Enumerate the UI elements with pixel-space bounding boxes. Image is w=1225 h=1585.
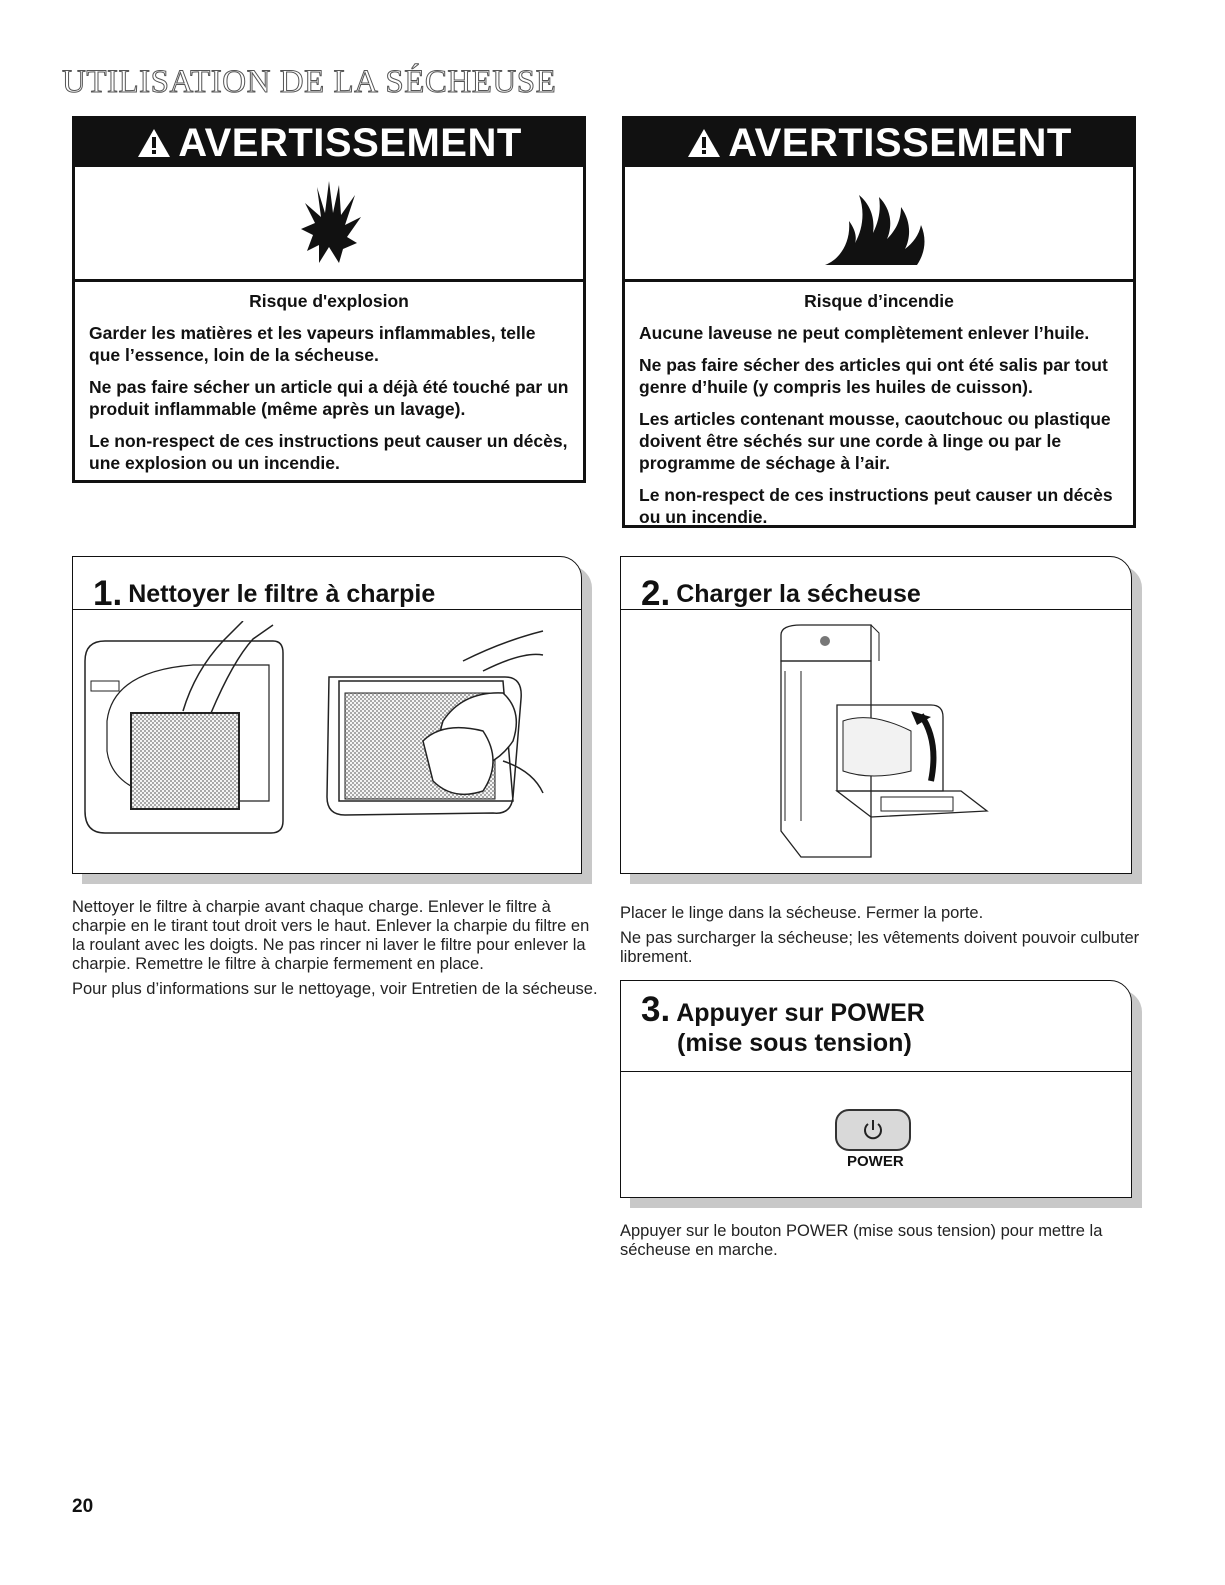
warning-triangle-icon <box>136 127 172 159</box>
explosion-icon <box>299 177 363 265</box>
warning-paragraph: Le non-respect de ces instructions peut causer un décès ou un incendie. <box>639 485 1113 527</box>
warning-triangle-icon <box>686 127 722 159</box>
power-icon <box>861 1118 885 1142</box>
step-3-caption: Appuyer sur le bouton POWER (mise sous tension) pour mettre la sécheuse en marche. <box>620 1222 1103 1259</box>
warning-fire <box>622 116 1136 528</box>
warning-paragraph: Garder les matières et les vapeurs inflammables, telle que l’essence, loin de la sécheuse. <box>89 323 536 365</box>
fire-icon-area <box>625 167 1133 282</box>
warning-paragraph: Aucune laveuse ne peut complètement enlever l’huile. <box>639 323 1090 343</box>
warning-paragraph: Les articles contenant mousse, caoutchouc ou plastique doivent être séchés sur une corde à linge ou par le programme de séchage à l’air. <box>639 409 1111 473</box>
explosion-icon-area <box>75 167 583 282</box>
step-title: 2. Charger la sécheuse <box>621 557 1131 610</box>
warning-explosion <box>72 116 586 483</box>
dryer-illustration <box>761 621 1001 867</box>
step-1-caption: Nettoyer le filtre à charpie avant chaque charge. Enlever le filtre à charpie en le tirant tout droit vers le haut. Enlever la charpie du filtre en la roulant avec les doigts. Ne pas rincer ni laver le filtre pour enlever la charpie. Remettre le filtre à charpie fermement en place. Pour plus d’informations sur le nettoyage, voir Entretien de la sécheuse. <box>72 898 598 998</box>
page-title: UTILISATION DE LA SÉCHEUSE <box>62 64 557 100</box>
step-title: 3. Appuyer sur POWER (mise sous tension) <box>621 981 1131 1072</box>
warning-paragraph: Ne pas faire sécher des articles qui ont été salis par tout genre d’huile (y compris les huiles de cuisson). <box>639 355 1108 397</box>
lint-filter-illustration <box>83 621 573 861</box>
fire-icon <box>821 181 943 269</box>
step-clean-lint-filter <box>72 556 582 874</box>
step-load-dryer <box>620 556 1132 874</box>
warning-header: AVERTISSEMENT <box>625 119 1133 167</box>
step-press-power <box>620 980 1132 1198</box>
risk-label: Risque d'explosion <box>249 291 409 311</box>
risk-label: Risque d’incendie <box>804 291 954 311</box>
power-button[interactable] <box>835 1109 911 1151</box>
warning-paragraph: Ne pas faire sécher un article qui a déjà été touché par un produit inflammable (même après un lavage). <box>89 377 569 419</box>
step-title: 1. Nettoyer le filtre à charpie <box>73 557 581 610</box>
warning-paragraph: Le non-respect de ces instructions peut causer un décès, une explosion ou un incendie. <box>89 431 568 473</box>
power-button-label: POWER <box>847 1153 904 1170</box>
step-2-caption: Placer le linge dans la sécheuse. Fermer la porte. Ne pas surcharger la sécheuse; les vêtements doivent pouvoir culbuter librement. <box>620 904 1140 966</box>
warning-header: AVERTISSEMENT <box>75 119 583 167</box>
page-number: 20 <box>72 1496 94 1517</box>
